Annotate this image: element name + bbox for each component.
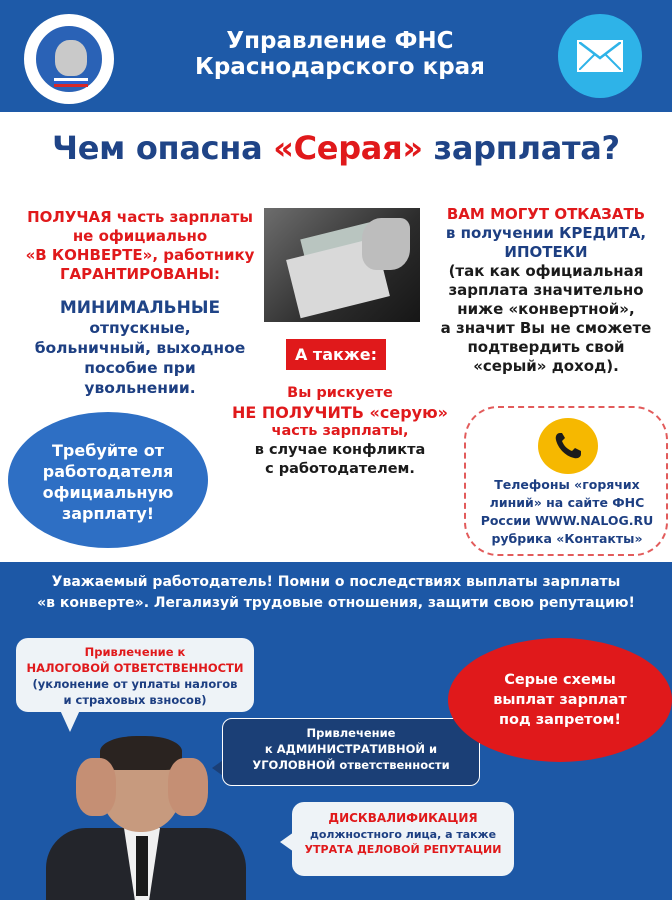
man-hair bbox=[100, 736, 182, 770]
man-tie bbox=[136, 836, 148, 896]
header-banner bbox=[0, 0, 672, 112]
demand-official-salary-bubble bbox=[8, 412, 208, 548]
hotline-l4: рубрика «Контакты» bbox=[491, 531, 643, 546]
russian-flag-icon bbox=[54, 78, 88, 87]
hotline-text bbox=[472, 476, 662, 548]
right-r1: ВАМ МОГУТ ОТКАЗАТЬ bbox=[446, 205, 646, 223]
admin-l1: Привлечение bbox=[306, 726, 396, 740]
left-p5: , работнику bbox=[152, 246, 255, 264]
page-title bbox=[0, 128, 672, 168]
oval-l3: под запретом! bbox=[498, 712, 621, 728]
emblem-inner-circle bbox=[34, 24, 104, 94]
oval-l1: Серые схемы bbox=[504, 672, 616, 688]
left-m2: отпускные, bbox=[89, 319, 191, 337]
man-left-hand bbox=[76, 758, 116, 816]
disq-l3: УТРАТА ДЕЛОВОЙ РЕПУТАЦИИ bbox=[304, 843, 502, 856]
tax-l1: Привлечение к bbox=[84, 645, 186, 659]
man-right-hand bbox=[168, 758, 208, 816]
tax-l3: (уклонение от уплаты налогов bbox=[32, 677, 238, 691]
handset-icon bbox=[552, 430, 584, 462]
envelope-money-photo bbox=[264, 208, 420, 322]
title-part2: «Серая» bbox=[273, 129, 423, 167]
admin-l3: УГОЛОВНОЙ ответственности bbox=[252, 758, 450, 772]
left-p2: часть зарплаты bbox=[111, 208, 253, 226]
right-r8: подтвердить свой bbox=[467, 338, 625, 356]
demand-l4: зарплату! bbox=[61, 504, 155, 523]
also-badge: А также: bbox=[286, 339, 386, 370]
right-r6: ниже «конвертной», bbox=[457, 300, 635, 318]
eagle-icon bbox=[55, 40, 87, 76]
right-r2: в получении КРЕДИТА, bbox=[445, 224, 647, 242]
hotline-l2: линий» на сайте ФНС bbox=[489, 495, 645, 510]
header-title-line1: Управление ФНС bbox=[226, 28, 454, 54]
oval-l2: выплат зарплат bbox=[493, 692, 627, 708]
right-r5: зарплата значительно bbox=[448, 281, 644, 299]
right-credit-text bbox=[420, 205, 672, 376]
left-p4: «В КОНВЕРТЕ» bbox=[25, 246, 153, 264]
right-r3: ИПОТЕКИ bbox=[504, 243, 588, 261]
left-receiving-text bbox=[8, 208, 272, 284]
hotline-l3: России WWW.NALOG.RU bbox=[480, 513, 654, 528]
disqualification-bubble bbox=[292, 802, 514, 876]
right-r4: (так как официальная bbox=[448, 262, 644, 280]
left-m3: больничный, выходное bbox=[34, 339, 246, 357]
left-p6: ГАРАНТИРОВАНЫ: bbox=[60, 265, 220, 283]
admin-l2: к АДМИНИСТРАТИВНОЙ и bbox=[264, 742, 438, 756]
admin-criminal-liability-bubble bbox=[222, 718, 480, 786]
disq-l2: должностного лица, а также bbox=[309, 828, 497, 841]
disq-l1: ДИСКВАЛИФИКАЦИЯ bbox=[328, 811, 478, 825]
tax-liability-bubble bbox=[16, 638, 254, 712]
band-l2: «в конверте». Легализуй трудовые отношения, защити свою репутацию! bbox=[37, 595, 635, 611]
right-r9: «серый» доход). bbox=[473, 357, 619, 375]
center-l3: часть зарплаты, bbox=[271, 423, 409, 439]
right-r7: а значит Вы не сможете bbox=[440, 319, 652, 337]
left-p1: ПОЛУЧАЯ bbox=[27, 208, 112, 226]
center-l5: с работодателем. bbox=[265, 461, 415, 477]
left-m1: МИНИМАЛЬНЫЕ bbox=[59, 298, 221, 318]
center-l2: НЕ ПОЛУЧИТЬ «серую» bbox=[232, 403, 448, 422]
left-p3: не официально bbox=[72, 227, 208, 245]
left-minimal-text bbox=[8, 298, 272, 398]
demand-l2: работодателя bbox=[42, 462, 174, 481]
envelope-flap-icon bbox=[579, 42, 621, 70]
header-title-line2: Краснодарского края bbox=[195, 54, 485, 80]
center-l1: Вы рискуете bbox=[287, 385, 393, 401]
hotline-l1: Телефоны «горячих bbox=[494, 477, 640, 492]
demand-l3: официальную bbox=[42, 483, 174, 502]
tax-bubble-tail bbox=[60, 710, 80, 732]
demand-l1: Требуйте от bbox=[52, 441, 164, 460]
gray-schemes-banned-oval bbox=[448, 638, 672, 762]
hand-shape bbox=[362, 218, 410, 270]
title-part1: Чем опасна bbox=[52, 129, 274, 167]
mail-button[interactable] bbox=[558, 14, 642, 98]
phone-icon bbox=[538, 418, 598, 474]
tax-l4: и страховых взносов) bbox=[63, 693, 207, 707]
band-l1: Уважаемый работодатель! Помни о последствиях выплаты зарплаты bbox=[51, 574, 621, 590]
employer-warning-section bbox=[0, 562, 672, 900]
left-m5: увольнении. bbox=[84, 379, 196, 397]
header-title bbox=[140, 28, 540, 80]
left-m4: пособие при bbox=[84, 359, 196, 377]
center-risk-text bbox=[220, 384, 460, 479]
title-part3: зарплата? bbox=[422, 129, 620, 167]
fns-emblem-logo bbox=[24, 14, 114, 104]
center-l4: в случае конфликта bbox=[254, 442, 426, 458]
envelope-icon bbox=[577, 40, 623, 72]
employer-warning-text bbox=[10, 572, 662, 614]
tax-l2: НАЛОГОВОЙ ОТВЕТСТВЕННОСТИ bbox=[26, 661, 244, 675]
hotline-bubble bbox=[464, 406, 668, 556]
